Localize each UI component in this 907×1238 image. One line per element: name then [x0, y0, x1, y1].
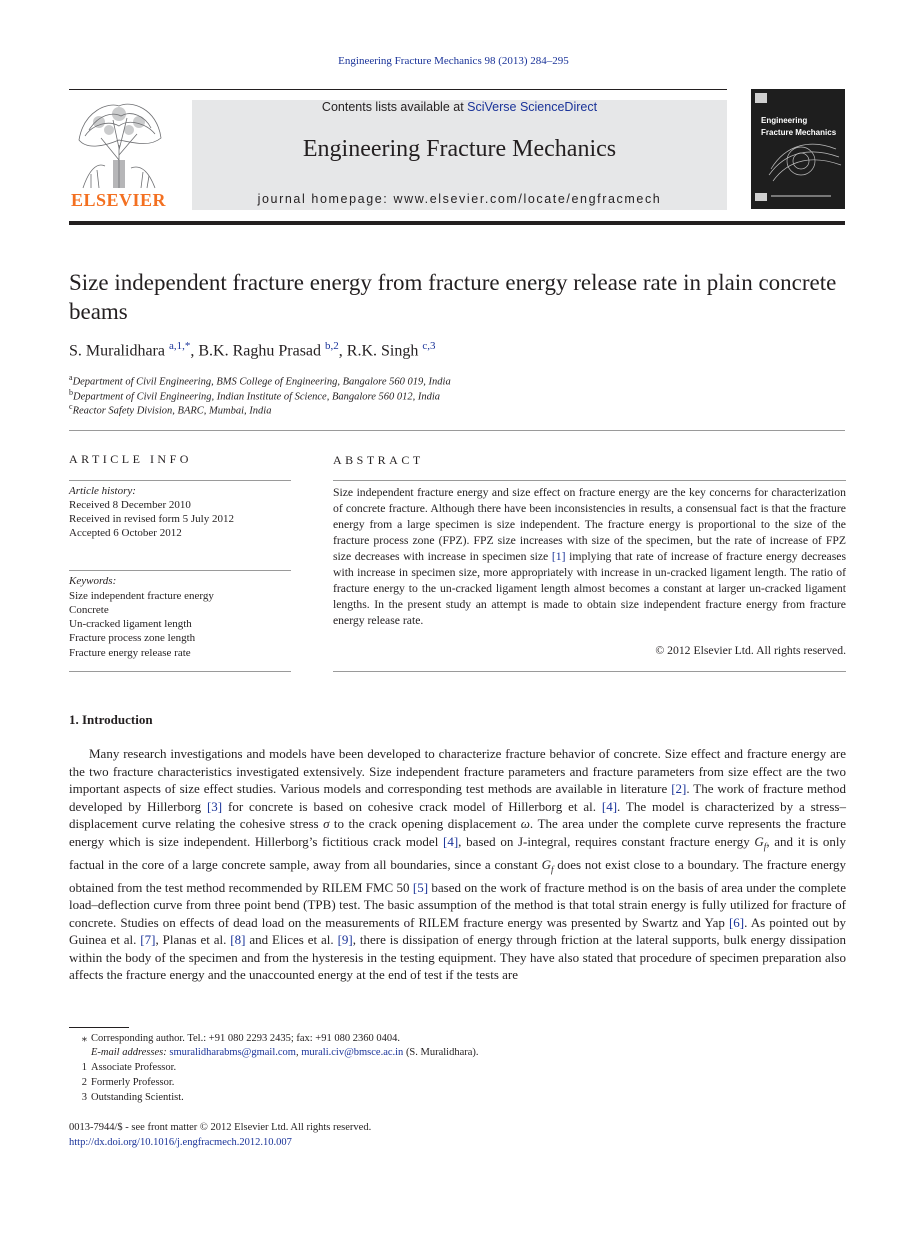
affiliation-mark: c — [69, 402, 73, 411]
affiliation — [69, 402, 271, 417]
keyword: Fracture energy release rate — [69, 647, 191, 659]
email-link[interactable]: murali.civ@bmsce.ac.in — [301, 1047, 404, 1058]
history-item: Received in revised form 5 July 2012 — [69, 513, 234, 525]
affiliation-mark: b — [69, 388, 73, 397]
introduction-heading: 1. Introduction — [69, 712, 153, 727]
footnote-mark: 3 — [81, 1092, 87, 1103]
citation-link[interactable]: [4] — [601, 798, 618, 814]
intro-text-run: . The work of fracture method developed by Hillerborg — [69, 781, 846, 814]
author-separator: , — [338, 342, 347, 360]
affiliation — [69, 388, 440, 403]
intro-text-run: , Planas et al. — [155, 932, 231, 948]
doi-link[interactable]: http://dx.doi.org/10.1016/j.engfracmech.2012.10.007 — [69, 1137, 292, 1148]
author-name: S. Muralidhara — [69, 342, 165, 360]
footnote — [69, 1092, 184, 1103]
header-thick-rule — [69, 221, 845, 225]
email-label: E-mail addresses: — [91, 1047, 167, 1058]
math-symbol: ω — [520, 816, 530, 831]
keyword: Fracture process zone length — [69, 632, 196, 644]
history-item: Received 8 December 2010 — [69, 499, 191, 511]
math-symbol: G — [541, 856, 551, 872]
citation-link[interactable]: [6] — [728, 914, 745, 930]
keyword: Size independent fracture energy — [69, 590, 214, 602]
abstract-bottom-rule — [333, 671, 846, 672]
author-affiliation-mark[interactable]: c,3 — [422, 340, 436, 352]
email-owner: (S. Muralidhara). — [403, 1047, 479, 1058]
affiliation-text: Department of Civil Engineering, BMS College of Engineering, Bangalore 560 019, India — [72, 376, 451, 388]
citation-link[interactable]: [9] — [337, 932, 353, 948]
homepage-prefix: journal homepage: — [257, 192, 394, 206]
citation-link[interactable]: [1] — [551, 550, 566, 563]
keyword: Concrete — [69, 604, 109, 616]
affiliations-divider — [69, 430, 845, 431]
keyword: Un-cracked ligament length — [69, 618, 192, 630]
intro-text-run: based on the work of fracture method is on the basis of area under the complete load–deflection curve from three point bend (TPB) test. The basic assumption of the method is that total strain energy is fully utilized for fracture of concrete. Studies on effects of dead load on the measurements of RILEM fracture energy was presented by Swartz and Yap — [69, 879, 847, 930]
math-subscript: f — [550, 864, 554, 875]
sciencedirect-link[interactable]: SciVerse ScienceDirect — [467, 100, 598, 114]
footnote-text: Formerly Professor. — [91, 1077, 175, 1088]
footnote-emails — [69, 1047, 479, 1058]
citation-link[interactable]: [3] — [206, 798, 223, 814]
intro-text-run: for concrete is based on cohesive crack model of Hillerborg et al. — [222, 798, 602, 814]
author-list — [69, 340, 849, 360]
article-info-bottom-rule — [69, 671, 291, 672]
cover-title-line2: Fracture Mechanics — [761, 128, 837, 137]
contents-line — [192, 100, 727, 114]
footnote-mark: 1 — [81, 1062, 87, 1073]
footnote-corresponding — [69, 1032, 400, 1044]
abstract-heading: ABSTRACT — [333, 453, 424, 467]
math-symbol: σ — [323, 816, 330, 831]
journal-reference[interactable]: Engineering Fracture Mechanics 98 (2013) 284–295 — [338, 55, 569, 67]
article-info-rule — [69, 480, 291, 481]
citation-link[interactable]: [7] — [140, 932, 156, 948]
math-symbol: G — [754, 833, 764, 849]
footnote — [69, 1062, 176, 1073]
abstract-part: implying that rate of increase of fracture energy decreases with increase in specimen size, more appropriately with increase in un-cracked ligament length. The ratio of fracture energy to the un-cracked ligament length almost becomes a constant at larger un-cracked ligament lengths. In the present study an attempt is made to obtain size independent fracture energy from fracture energy release rate. — [333, 550, 846, 627]
cover-title-line1: Engineering — [761, 116, 808, 125]
citation-link[interactable]: [4] — [442, 833, 459, 849]
affiliation-text: Reactor Safety Division, BARC, Mumbai, India — [72, 405, 272, 417]
elsevier-wordmark: ELSEVIER — [70, 190, 167, 210]
footnote-rule — [69, 1027, 129, 1028]
abstract-text — [333, 485, 846, 629]
intro-text-run: . The model is characterized by a stress–displacement curve relating the cohesive stress — [69, 798, 846, 831]
affiliation — [69, 373, 451, 388]
footnote-mark: ⁎ — [81, 1033, 87, 1044]
intro-text-run: to the crack opening displacement — [329, 816, 521, 831]
homepage-url[interactable]: www.elsevier.com/locate/engfracmech — [393, 192, 662, 206]
math-subscript: f — [763, 841, 767, 852]
abstract-part: Size independent fracture energy and size effect on fracture energy are the key concerns for characterization of concrete fracture. Although there have been inconsistencies in results, a consensual fact is that the fracture energy from a large specimen is size independent. The fracture energy is proportional to the size of the fracture process zone (FPZ). FPZ size increases with size of the specimen, but the rate of increase of FPZ size decreases with increase in specimen size — [333, 486, 846, 563]
history-item: Accepted 6 October 2012 — [69, 527, 182, 539]
article-info-heading: ARTICLE INFO — [69, 452, 192, 466]
footnote-text: Outstanding Scientist. — [91, 1092, 184, 1103]
intro-text-run: , based on J-integral, requires constant fracture energy — [458, 833, 755, 849]
intro-text-run: does not exist close to a boundary. The fracture energy obtained from the test method recommended by RILEM FMC 50 — [69, 856, 846, 895]
journal-homepage-line — [192, 192, 727, 206]
abstract-copyright: © 2012 Elsevier Ltd. All rights reserved. — [655, 644, 846, 657]
intro-text-run: . The area under the complete curve represents the fracture energy which is size independent. Hillerborg’s fictitious crack model — [69, 816, 846, 849]
author-name: B.K. Raghu Prasad — [198, 342, 322, 360]
abstract-rule — [333, 480, 846, 481]
issn-line: 0013-7944/$ - see front matter © 2012 Elsevier Ltd. All rights reserved. — [69, 1122, 372, 1133]
footnote — [69, 1077, 174, 1088]
email-link[interactable]: smuralidharabms@gmail.com — [169, 1047, 296, 1058]
affiliation-mark: a — [69, 373, 73, 382]
author-affiliation-mark[interactable]: b,2 — [325, 340, 339, 352]
keywords-rule — [69, 570, 291, 571]
keywords-label: Keywords: — [69, 575, 117, 587]
author-separator: , — [190, 342, 199, 360]
contents-prefix: Contents lists available at — [321, 100, 468, 114]
article-title: Size independent fracture energy from fracture energy release rate in plain concrete beams — [69, 270, 837, 324]
footnote-text: Corresponding author. Tel.: +91 080 2293 2435; fax: +91 080 2360 0404. — [91, 1033, 400, 1044]
intro-text-run: Many research investigations and models have been developed to characterize fracture behavior of concrete. Size effect and fracture energy are the two fracture characteristics investigated extensively. Size independent fracture parameters and fracture parameters from size effect are the two important aspects of size effect studies. Various models and corresponding test methods are available in literature — [69, 746, 846, 796]
citation-link[interactable]: [2] — [671, 781, 687, 796]
intro-text-run: and Elices et al. — [245, 932, 338, 948]
citation-link[interactable]: [5] — [412, 879, 429, 895]
author-affiliation-mark[interactable]: a,1,* — [168, 340, 191, 352]
introduction-paragraph — [69, 745, 846, 984]
journal-cover-image — [751, 89, 845, 209]
affiliation-text: Department of Civil Engineering, Indian Institute of Science, Bangalore 560 012, India — [73, 391, 441, 403]
journal-title: Engineering Fracture Mechanics — [302, 136, 617, 162]
intro-text-run: . As pointed out by Guinea et al. — [69, 914, 846, 948]
intro-text-run: , there is dissipation of energy through friction at the lateral supports, bulk energy dissipation within the body of the specimen and from the hysteresis in the testing equipment. They have also stated that procedure of specimen preparation also affects the fracture energy and the unaccounted energy at the end of test if the tests are — [69, 932, 846, 983]
intro-text-run: , and it is only factual in the core of a large concrete sample, away from all boundaries, since a constant — [69, 833, 846, 872]
footnote-text: Associate Professor. — [91, 1062, 177, 1073]
history-label: Article history: — [69, 485, 136, 497]
email-separator: , — [295, 1047, 302, 1058]
author-name: R.K. Singh — [346, 342, 419, 360]
footnote-mark: 2 — [81, 1077, 87, 1088]
citation-link[interactable]: [8] — [230, 932, 246, 948]
header-top-rule — [69, 89, 727, 90]
